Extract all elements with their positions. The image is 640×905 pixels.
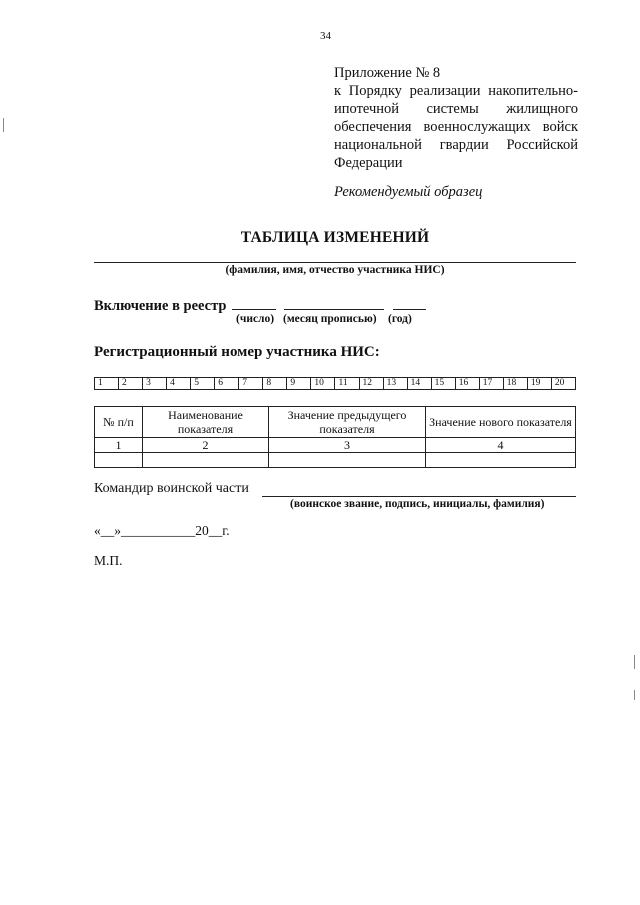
digit-cell: 11	[335, 378, 359, 389]
commander-signature-caption: (воинское звание, подпись, инициалы, фамилия)	[290, 498, 545, 510]
column-number-cell: 3	[269, 438, 426, 453]
participant-name-line	[94, 262, 576, 263]
digit-cell: 7	[239, 378, 263, 389]
document-title: ТАБЛИЦА ИЗМЕНЕНИЙ	[240, 229, 430, 246]
header-row-number: № п/п	[95, 407, 143, 438]
digit-cell: 2	[119, 378, 143, 389]
digit-cell: 18	[504, 378, 528, 389]
registry-day-blank	[232, 295, 276, 310]
table-row	[95, 453, 576, 468]
digit-cell: 1	[95, 378, 119, 389]
recommended-sample-note: Рекомендуемый образец	[334, 184, 483, 200]
commander-label: Командир воинской части	[94, 481, 249, 496]
empty-cell	[426, 453, 576, 468]
digit-cell: 9	[287, 378, 311, 389]
digit-cell: 17	[480, 378, 504, 389]
participant-name-caption: (фамилия, имя, отчество участника НИС)	[225, 264, 445, 276]
appendix-line: Приложение № 8	[334, 65, 441, 81]
digit-cell: 14	[408, 378, 432, 389]
header-previous-value: Значение предыдущего показателя	[269, 407, 426, 438]
appendix-header	[334, 64, 578, 172]
digit-cell: 4	[167, 378, 191, 389]
date-line: «__»___________20__г.	[94, 523, 230, 538]
digit-cell: 12	[360, 378, 384, 389]
digit-cell: 20	[554, 378, 565, 388]
digit-cell: 16	[456, 378, 480, 389]
changes-table	[94, 406, 576, 468]
header-new-value: Значение нового показателя	[426, 407, 576, 438]
column-number-cell: 2	[143, 438, 269, 453]
column-number-cell: 4	[426, 438, 576, 453]
page-number: 34	[320, 30, 331, 42]
digit-cell: 10	[311, 378, 335, 389]
registry-year-blank	[393, 295, 426, 310]
registration-number-grid	[94, 377, 576, 390]
registry-inclusion-row	[94, 295, 426, 315]
empty-cell	[95, 453, 143, 468]
digit-cell: 8	[263, 378, 287, 389]
scan-margin-mark	[3, 118, 4, 132]
digit-cell: 6	[215, 378, 239, 389]
registration-number-label: Регистрационный номер участника НИС:	[94, 344, 380, 360]
stamp-place: М.П.	[94, 553, 123, 568]
digit-cell: 3	[143, 378, 167, 389]
registry-day-caption: (число)	[236, 313, 275, 325]
appendix-line: обеспечения военнослужащих войск	[334, 119, 578, 135]
column-number-cell: 1	[95, 438, 143, 453]
registry-inclusion-label: Включение в реестр	[94, 298, 227, 314]
digit-cell: 13	[384, 378, 408, 389]
header-indicator-name: Наименование показателя	[143, 407, 269, 438]
scan-margin-mark	[634, 690, 635, 700]
digit-cell: 5	[191, 378, 215, 389]
appendix-line: ипотечной системы жилищного	[334, 101, 578, 117]
empty-cell	[269, 453, 426, 468]
registry-year-caption: (год)	[388, 313, 412, 325]
empty-cell	[143, 453, 269, 468]
appendix-line: к Порядку реализации накопительно-	[334, 83, 578, 99]
digit-cell: 15	[432, 378, 456, 389]
commander-signature-line	[262, 496, 576, 497]
digit-cell: 19	[528, 378, 552, 389]
appendix-line: Федерации	[334, 155, 403, 171]
table-header-row	[95, 407, 576, 438]
registry-month-caption: (месяц прописью)	[283, 313, 377, 325]
appendix-line: национальной гвардии Российской	[334, 137, 578, 153]
registry-month-blank	[284, 295, 384, 310]
table-numbering-row	[95, 438, 576, 453]
scan-margin-mark	[634, 655, 635, 669]
